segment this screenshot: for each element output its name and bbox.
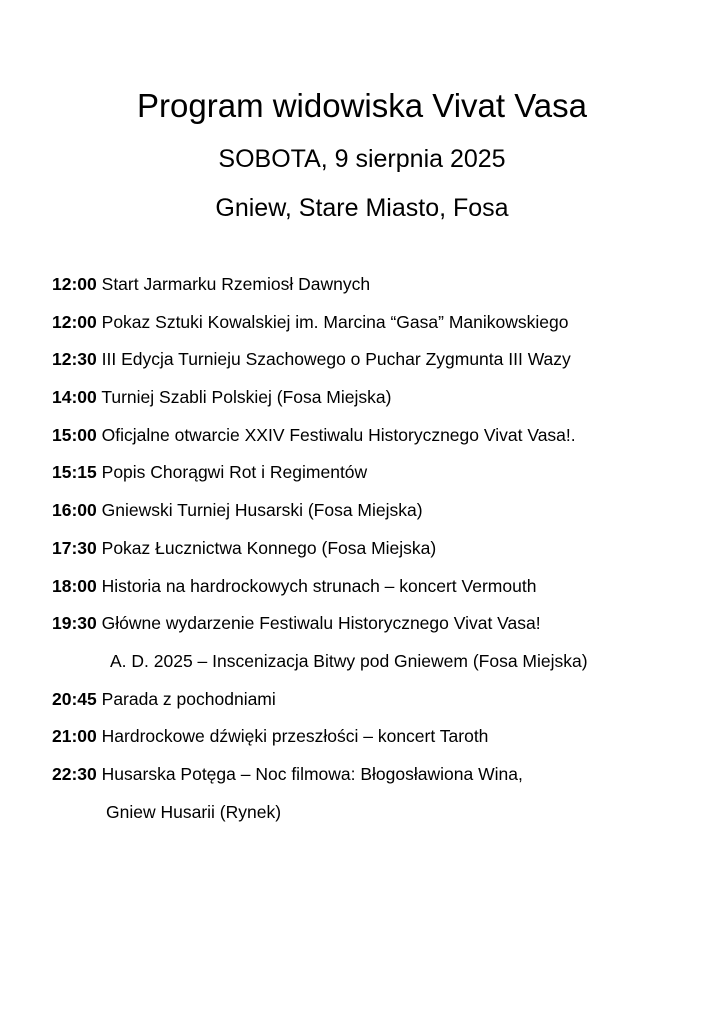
- schedule-item: [52, 762, 712, 800]
- page-title: Program widowiska Vivat Vasa: [137, 87, 587, 124]
- schedule-description: Historia na hardrockowych strunach – koncert Vermouth: [101, 575, 537, 596]
- event-location: Gniew, Stare Miasto, Fosa: [215, 194, 509, 222]
- schedule-time: 12:30: [52, 349, 97, 370]
- schedule-description: Popis Chorągwi Rot i Regimentów: [101, 462, 368, 483]
- schedule-time: 14:00: [52, 387, 97, 408]
- schedule-item: [52, 724, 712, 762]
- schedule-description: Hardrockowe dźwięki przeszłości – koncert Taroth: [101, 726, 489, 747]
- schedule-description: Parada z pochodniami: [101, 688, 276, 709]
- schedule-item: [52, 687, 712, 725]
- schedule-description: Pokaz Sztuki Kowalskiej im. Marcina “Gasa” Manikowskiego: [101, 311, 569, 332]
- schedule-item: [52, 310, 712, 348]
- schedule-description: Gniew Husarii (Rynek): [106, 801, 282, 822]
- schedule-description: Gniewski Turniej Husarski (Fosa Miejska): [101, 500, 423, 521]
- schedule-time: 16:00: [52, 500, 97, 521]
- schedule-description: Husarska Potęga – Noc filmowa: Błogosławiona Wina,: [101, 763, 523, 784]
- schedule-time: 17:30: [52, 537, 97, 558]
- schedule-item: [52, 272, 712, 310]
- schedule-item: [52, 498, 712, 536]
- schedule-item: [52, 574, 712, 612]
- schedule-time: 15:00: [52, 424, 97, 445]
- schedule-list: [52, 272, 712, 837]
- schedule-description: Główne wydarzenie Festiwalu Historycznego Vivat Vasa!: [101, 613, 541, 634]
- schedule-description: A. D. 2025 – Inscenizacja Bitwy pod Gniewem (Fosa Miejska): [110, 650, 588, 671]
- schedule-description: Oficjalne otwarcie XXIV Festiwalu Historycznego Vivat Vasa!.: [101, 424, 576, 445]
- schedule-time: 21:00: [52, 726, 97, 747]
- schedule-item: [52, 347, 712, 385]
- schedule-item: [52, 460, 712, 498]
- schedule-item: [52, 385, 712, 423]
- schedule-time: 15:15: [52, 462, 97, 483]
- schedule-item: [52, 536, 712, 574]
- schedule-item: [52, 611, 712, 649]
- schedule-time: 18:00: [52, 575, 97, 596]
- schedule-time: 20:45: [52, 688, 97, 709]
- schedule-item-continuation: [52, 649, 712, 687]
- schedule-description: Start Jarmarku Rzemiosł Dawnych: [101, 274, 371, 294]
- schedule-time: 22:30: [52, 763, 97, 784]
- event-date: SOBOTA, 9 sierpnia 2025: [218, 145, 506, 173]
- schedule-description: III Edycja Turnieju Szachowego o Puchar Zygmunta III Wazy: [101, 349, 571, 370]
- schedule-time: 19:30: [52, 613, 97, 634]
- schedule-item: [52, 423, 712, 461]
- schedule-time: 12:00: [52, 311, 97, 332]
- schedule-description: Turniej Szabli Polskiej (Fosa Miejska): [101, 387, 392, 408]
- schedule-item-continuation: [52, 800, 712, 838]
- schedule-time: 12:00: [52, 274, 97, 294]
- schedule-description: Pokaz Łucznictwa Konnego (Fosa Miejska): [101, 537, 437, 558]
